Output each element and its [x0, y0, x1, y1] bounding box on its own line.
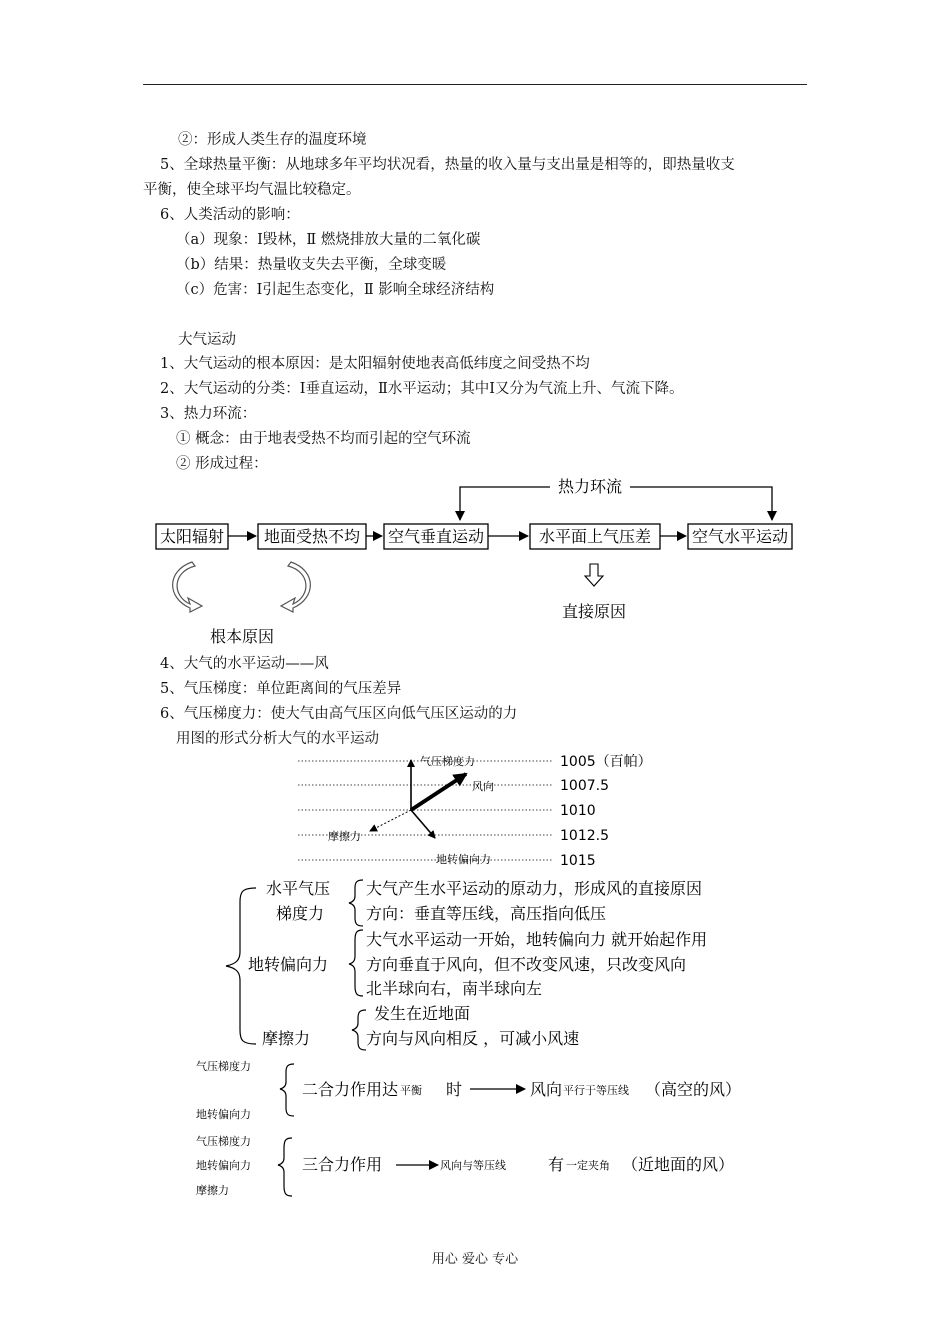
page-footer: 用心 爱心 专心	[431, 1252, 519, 1267]
flow-box-label: 空气垂直运动	[387, 527, 485, 546]
combo-small: 平行于等压线	[563, 1084, 629, 1097]
force-desc: 北半球向右，南半球向左	[366, 979, 543, 998]
brace	[349, 930, 363, 996]
combo-text: （高空的风）	[645, 1080, 742, 1099]
force-desc: 方向与风向相反 ，可减小风速	[366, 1029, 580, 1048]
force-item: 气压梯度力	[196, 1135, 251, 1148]
force-desc: 方向垂直于风向，但不改变风速，只改变风向	[366, 955, 687, 974]
combo-text: 风向	[530, 1080, 563, 1099]
text-line: 5、气压梯度：单位距离间的气压差异	[160, 681, 402, 697]
text-line: 3、热力环流：	[160, 406, 257, 422]
force-title: 水平气压	[266, 879, 331, 898]
text-line: 4、大气的水平运动——风	[160, 656, 329, 672]
combo-text: 三合力作用	[302, 1155, 383, 1174]
friction-arrow	[370, 810, 411, 831]
section-heading: 大气运动	[178, 332, 236, 348]
force-title: 梯度力	[276, 904, 325, 923]
force-desc: 发生在近地面	[374, 1004, 471, 1023]
combo-text: （近地面的风）	[622, 1155, 735, 1174]
text-line: ②：形成人类生存的温度环境	[178, 132, 367, 148]
isobar-label: 1007.5	[560, 778, 609, 794]
force-summary	[218, 872, 758, 1056]
force-desc: 大气产生水平运动的原动力，形成风的直接原因	[366, 879, 703, 898]
text-line: （b）结果：热量收支失去平衡，全球变暖	[176, 257, 447, 273]
text-line: （c）危害：Ⅰ引起生态变化，Ⅱ 影响全球经济结构	[176, 282, 495, 298]
text-line: 1、大气运动的根本原因：是太阳辐射使地表高低纬度之间受热不均	[160, 356, 590, 372]
text-line: 6、气压梯度力：使大气由高气压区向低气压区运动的力	[160, 706, 518, 722]
brace	[280, 1064, 294, 1116]
combo-small: 风向与等压线	[440, 1159, 506, 1172]
flow-box-label: 水平面上气压差	[538, 527, 652, 546]
curved-arrow-icon	[173, 562, 202, 612]
combo-text: 二合力作用达	[302, 1080, 399, 1099]
pgf-label: 气压梯度力	[420, 755, 475, 768]
text-line: 用图的形式分析大气的水平运动	[176, 731, 379, 747]
isobar-label: 1012.5	[560, 828, 609, 844]
wind-arrow	[411, 774, 466, 810]
force-title: 地转偏向力	[248, 955, 329, 974]
force-item: 气压梯度力	[196, 1060, 251, 1073]
flow-box-label: 地面受热不均	[263, 527, 361, 546]
header-rule	[143, 84, 807, 85]
curved-arrow-icon	[281, 562, 310, 612]
isobar-label: 1015	[560, 853, 596, 869]
text-line: （a）现象：Ⅰ毁林，Ⅱ 燃烧排放大量的二氧化碳	[176, 232, 481, 248]
force-desc: 大气水平运动一开始，地转偏向力 就开始起作用	[366, 930, 708, 949]
brace	[278, 1138, 292, 1196]
coriolis-label: 地转偏向力	[436, 853, 491, 866]
isobar-label: 1005（百帕）	[560, 754, 652, 770]
root-cause-label: 根本原因	[209, 627, 275, 646]
loop-arrow-right	[630, 487, 772, 520]
text-line: ① 概念：由于地表受热不均而引起的空气环流	[176, 431, 471, 447]
wind-label: 风向	[472, 780, 494, 793]
combo-text: 时	[446, 1080, 463, 1099]
force-item: 地转偏向力	[196, 1108, 251, 1121]
isobar-force-diagram	[290, 748, 690, 870]
friction-label: 摩擦力	[328, 830, 361, 843]
hollow-down-arrow	[585, 564, 603, 586]
combo-text: 有	[548, 1155, 565, 1174]
curved-arrows	[173, 562, 311, 612]
force-item: 地转偏向力	[196, 1159, 251, 1172]
combo-small: 平衡	[400, 1084, 422, 1097]
thermal-circulation-diagram	[140, 472, 810, 652]
coriolis-arrow	[411, 810, 435, 838]
text-line: 2、大气运动的分类：Ⅰ垂直运动，Ⅱ水平运动；其中Ⅰ又分为气流上升、气流下降。	[160, 381, 684, 397]
flow-box-label: 太阳辐射	[159, 527, 225, 546]
flow-box-label: 空气水平运动	[691, 527, 789, 546]
text-line: 5、全球热量平衡：从地球多年平均状况看，热量的收入量与支出量是相等的，即热量收支	[160, 157, 735, 173]
text-line: ② 形成过程：	[176, 456, 268, 472]
direct-cause-label: 直接原因	[561, 602, 627, 621]
loop-arrow-left	[460, 487, 550, 520]
text-line: 平衡，使全球平均气温比较稳定。	[143, 182, 361, 198]
loop-label: 热力环流	[557, 477, 623, 496]
brace	[352, 1010, 366, 1050]
resultant-wind-summary	[190, 1056, 790, 1206]
force-desc: 方向：垂直等压线，高压指向低压	[366, 904, 607, 923]
force-item: 摩擦力	[196, 1184, 229, 1197]
brace	[349, 880, 363, 926]
isobar-label: 1010	[560, 803, 596, 819]
combo-small: 一定夹角	[566, 1159, 610, 1172]
text-line: 6、人类活动的影响：	[160, 207, 300, 223]
force-title: 摩擦力	[262, 1029, 311, 1048]
